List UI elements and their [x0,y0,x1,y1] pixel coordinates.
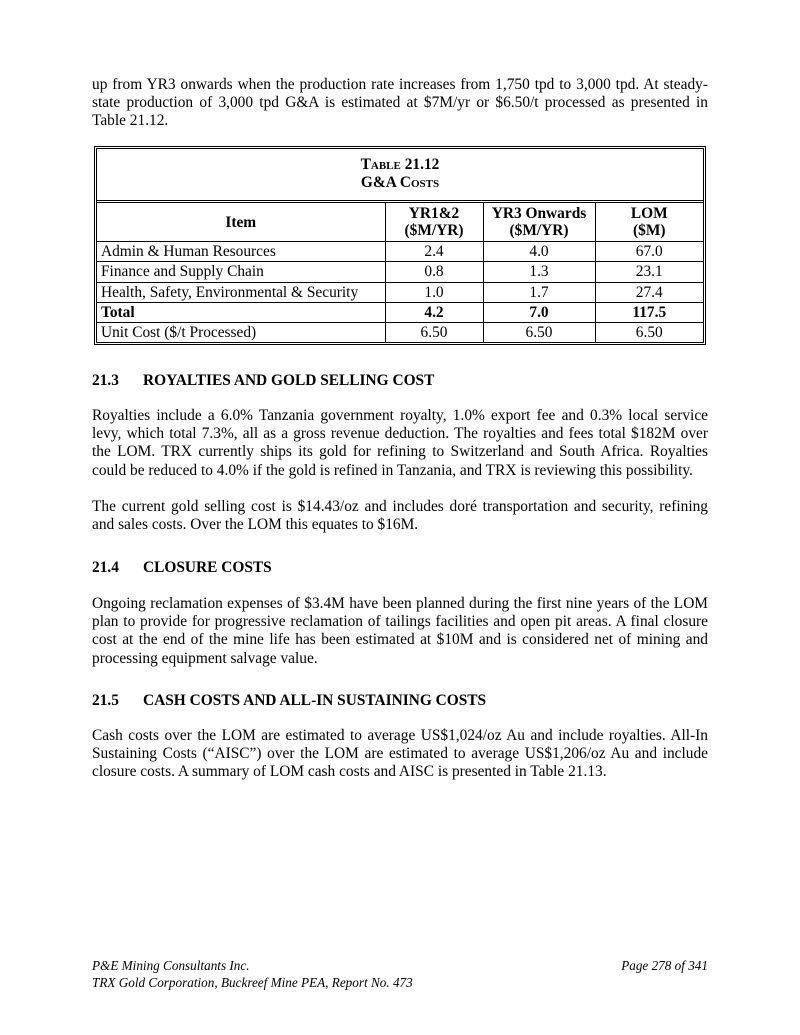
table-title: G&A Costs [360,174,440,192]
section-title: ROYALTIES AND GOLD SELLING COST [143,372,435,389]
table-row [97,282,703,302]
header-yr3-unit: ($M/YR) [509,222,569,240]
table-row [97,322,703,342]
row-item: Finance and Supply Chain [97,262,385,282]
ga-costs-table [94,146,706,345]
row-yr12: 4.2 [385,302,483,322]
table-row [97,242,703,262]
intro-paragraph: up from YR3 onwards when the production rate increases from 1,750 tpd to 3,000 tpd. At steady-state production of 3,000 tpd G&A is estimated at $7M/yr or $6.50/t processed as presented in Table 21.12. [92,76,708,130]
header-lom-unit: ($M) [633,222,666,240]
table-number: Table 21.12 [360,156,440,174]
footer-company: P&E Mining Consultants Inc. [92,958,250,973]
row-yr12: 6.50 [385,322,483,342]
row-lom: 67.0 [595,242,703,262]
row-yr3: 7.0 [483,302,595,322]
page-footer [92,958,708,991]
section-heading-21-5 [92,692,486,710]
closure-paragraph: Ongoing reclamation expenses of $3.4M have been planned during the first nine years of the LOM plan to provide for progressive reclamation of tailings facilities and open pit areas. A final closure cost at the end of the mine life has been estimated at $10M and is considered net of mining and processing equipment salvage value. [92,595,708,667]
row-lom: 23.1 [595,262,703,282]
row-item: Admin & Human Resources [97,242,385,262]
section-number: 21.5 [92,692,119,709]
header-yr12 [385,201,483,241]
row-yr3: 1.3 [483,262,595,282]
table-row [97,262,703,282]
header-yr12-label: YR1&2 [408,205,460,223]
row-lom: 27.4 [595,282,703,302]
section-heading-21-4 [92,559,272,577]
header-lom-label: LOM [630,205,668,223]
row-lom: 117.5 [595,302,703,322]
header-yr3 [483,201,595,241]
table-caption [97,149,703,201]
table-row-total [97,302,703,322]
row-yr3: 4.0 [483,242,595,262]
header-item: Item [97,201,385,241]
row-item: Unit Cost ($/t Processed) [97,322,385,342]
royalties-paragraph: Royalties include a 6.0% Tanzania government royalty, 1.0% export fee and 0.3% local service levy, which total 7.3%, all as a gross revenue deduction. The royalties and fees total $182M over the LOM. TRX currently ships its gold for refining to Switzerland and South Africa. Royalties could be reduced to 4.0% if the gold is refined in Tanzania, and TRX is reviewing this possibility. [92,407,708,479]
row-yr12: 2.4 [385,242,483,262]
section-title: CASH COSTS AND ALL-IN SUSTAINING COSTS [143,692,487,709]
footer-page-number: Page 278 of 341 [621,958,708,973]
row-lom: 6.50 [595,322,703,342]
row-item: Total [97,302,385,322]
row-yr3: 6.50 [483,322,595,342]
header-yr3-label: YR3 Onwards [491,205,587,223]
row-yr12: 1.0 [385,282,483,302]
selling-cost-paragraph: The current gold selling cost is $14.43/oz and includes doré transportation and security, refining and sales costs. Over the LOM this equates to $16M. [92,498,708,534]
footer-report: TRX Gold Corporation, Buckreef Mine PEA, Report No. 473 [92,974,413,990]
header-yr12-unit: ($M/YR) [404,222,464,240]
section-title: CLOSURE COSTS [143,559,272,576]
section-number: 21.4 [92,559,119,576]
table-header-row [97,201,703,241]
header-lom [595,201,703,241]
row-yr12: 0.8 [385,262,483,282]
section-heading-21-3 [92,372,434,390]
row-yr3: 1.7 [483,282,595,302]
cash-costs-paragraph: Cash costs over the LOM are estimated to average US$1,024/oz Au and include royalties. All-In Sustaining Costs (“AISC”) over the LOM are estimated to average US$1,206/oz Au and include closure costs. A summary of LOM cash costs and AISC is presented in Table 21.13. [92,727,708,781]
row-item: Health, Safety, Environmental & Security [97,282,385,302]
section-number: 21.3 [92,372,119,389]
